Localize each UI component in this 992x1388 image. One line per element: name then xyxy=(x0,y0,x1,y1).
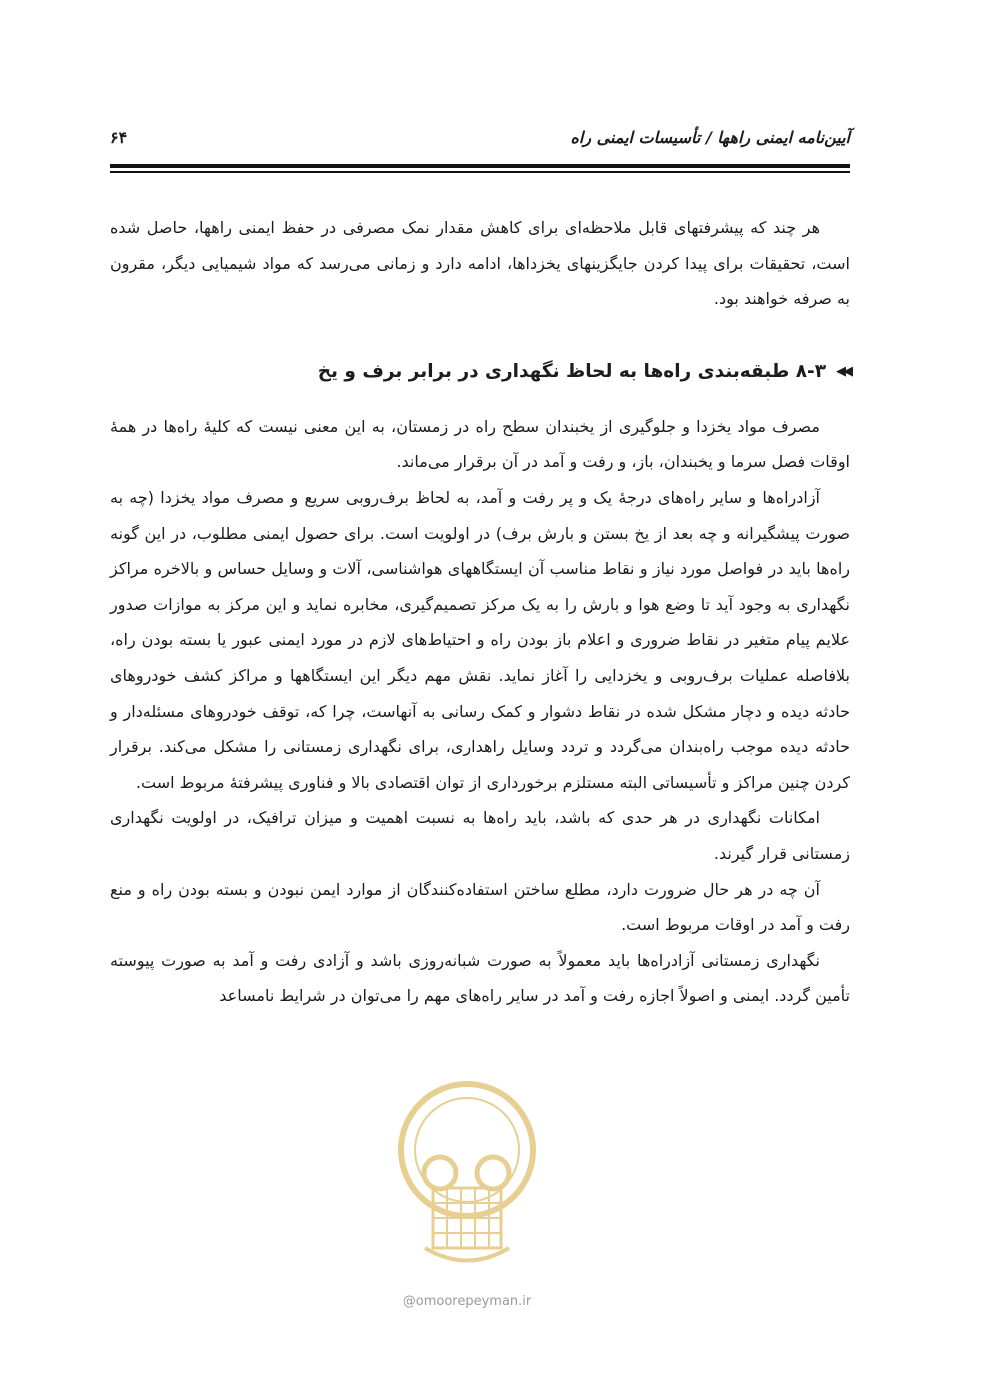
section-heading xyxy=(110,357,850,387)
running-header xyxy=(110,128,850,150)
page-number: ۶۴ xyxy=(110,128,128,147)
body-paragraph: آن چه در هر حال ضرورت دارد، مطلع ساختن استفاده‌کنندگان از موارد ایمن نبودن و بسته بودن راه و منع رفت و آمد در اوقات مربوط است. xyxy=(110,879,850,935)
header-rule-thick xyxy=(110,164,850,168)
intro-paragraph: هر چند که پیشرفتهای قابل ملاحظه‌ای برای کاهش مقدار نمک مصرفی در حفظ ایمنی راهها، حاصل شده است، تحقیقات برای پیدا کردن جایگزینهای یخزداها، ادامه دارد و زمانی می‌رسد که مواد شیمیایی دیگر، مقرون به صرفه خواهند بود. xyxy=(110,218,850,309)
body-paragraph: مصرف مواد یخزدا و جلوگیری از یخبندان سطح راه در زمستان، به این معنی نیست که کلیهٔ راه‌ها در همهٔ اوقات فصل سرما و یخبندان، باز، و رفت و آمد در آن برقرار می‌ماند. xyxy=(110,416,850,472)
body-paragraph: نگهداری زمستانی آزادراه‌ها باید معمولاً به صورت شبانه‌روزی باشد و آزادی رفت و آمد به صورت پیوسته تأمین گردد. ایمنی و اصولاً اجازه رفت و آمد در سایر راه‌های مهم را می‌توان در شرایط نامساعد xyxy=(110,950,850,1006)
body-paragraph: آزادراه‌ها و سایر راه‌های درجهٔ یک و پر رفت و آمد، به لحاظ برف‌روبی سریع و مصرف مواد یخزدا (چه به صورت پیشگیرانه و چه بعد از یخ بستن و بارش برف) در اولویت است. برای حصول ایمنی مطلوب، در این گونه راه‌ها باید در فواصل مورد نیاز و نقاط مناسب آن ایستگاههای هواشناسی، آلات و وسایل حساس و بالاخره مراکز نگهداری به وجود آید تا وضع هوا و بارش را به یک مرکز تصمیم‌گیری، مخابره نماید و این مرکز به موازات صدور علایم پیام متغیر در نقاط ضروری و اعلام باز بودن راه و احتیاط‌های لازم در مورد ایمنی عبور یا بسته بودن راه، بلافاصله عملیات برف‌روبی و یخزدایی را آغاز نماید. نقش مهم دیگر این ایستگاهها و مراکز کشف خودروهای حادثه دیده و دچار مشکل شده در نقاط دشوار و کمک رسانی به آنهاست، چرا که، توقف خودروهای مسئله‌دار و حادثه دیده موجب راه‌بندان می‌گردد و تردد وسایل راهداری، برای نگهداری زمستانی را مشکل می‌کند. برقرار کردن چنین مراکز و تأسیساتی البته مستلزم برخورداری از توان اقتصادی بالا و فناوری پیشرفتهٔ مربوط است. xyxy=(110,487,850,792)
section-marker-icon: ◀◀ xyxy=(836,363,850,379)
header-rule-thin xyxy=(110,171,850,173)
watermark-logo-icon xyxy=(385,1078,550,1278)
page-body xyxy=(110,210,850,1014)
section-heading-text: ۸-۳ طبقه‌بندی راه‌ها به لحاظ نگهداری در برابر برف و یخ xyxy=(317,360,826,382)
body-paragraph: امکانات نگهداری در هر حدی که باشد، باید راه‌ها به نسبت اهمیت و میزان ترافیک، در اولویت نگهداری زمستانی قرار گیرند. xyxy=(110,808,850,863)
watermark-site-text: @omoorepeyman.ir xyxy=(402,1294,532,1309)
book-title: آیین‌نامه ایمنی راهها / تأسیسات ایمنی راه xyxy=(570,128,850,147)
